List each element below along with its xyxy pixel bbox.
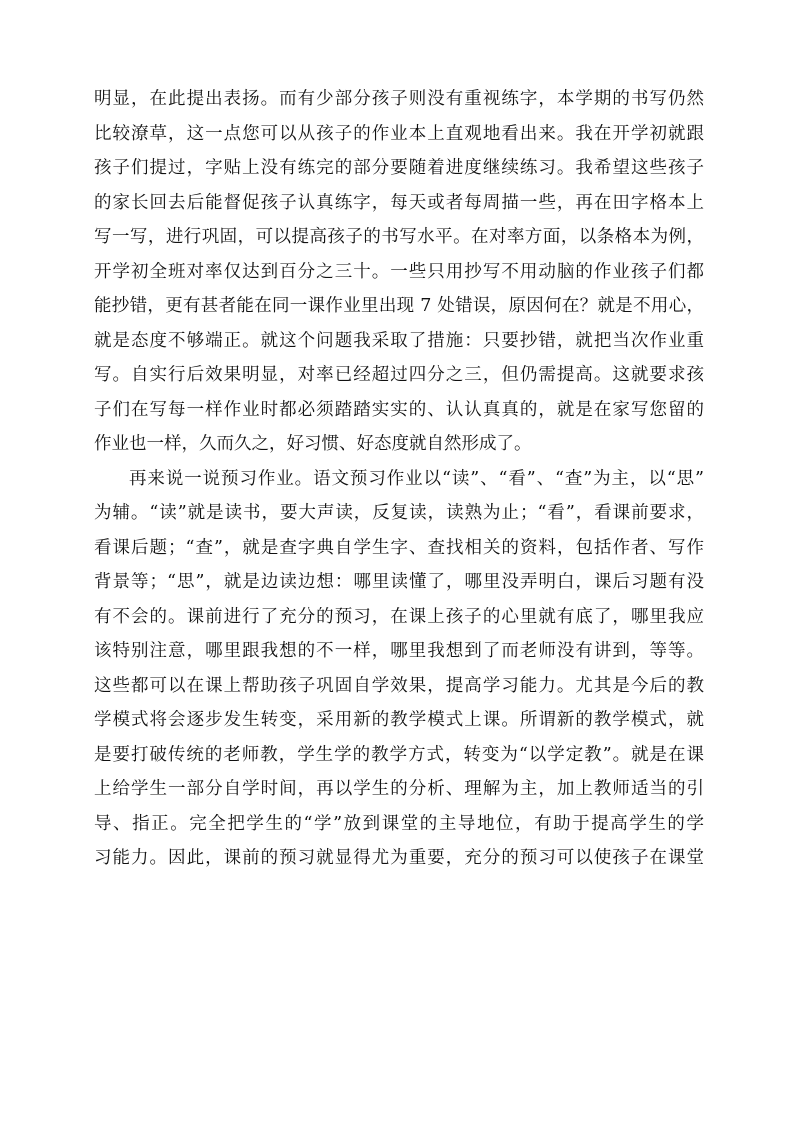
text-line: 比较潦草，这一点您可以从孩子的作业本上直观地看出来。我在开学初就跟 <box>94 123 704 144</box>
text-line: 上给学生一部分自学时间，再以学生的分析、理解为主，加上教师适当的引 <box>94 779 704 799</box>
paragraph-writing-practice <box>94 82 704 462</box>
text-line: 能抄错，更有甚者能在同一课作业里出现 7 处错误，原因何在？就是不用心， <box>94 296 704 316</box>
text-line: 是要打破传统的老师教，学生学的教学方式，转变为“以学定教”。就是在课 <box>94 744 704 765</box>
text-line: 的家长回去后能督促孩子认真练字，每天或者每周描一些，再在田字格本上 <box>94 192 704 213</box>
text-line: 背景等；“思”，就是边读边想：哪里读懂了，哪里没弄明白，课后习题有没 <box>94 572 704 592</box>
text-line: 就是态度不够端正。就这个问题我采取了措施：只要抄错，就把当次作业重 <box>94 330 704 351</box>
text-line: 该特别注意，哪里跟我想的不一样，哪里我想到了而老师没有讲到，等等。 <box>94 641 704 661</box>
text-line: 作业也一样，久而久之，好习惯、好态度就自然形成了。 <box>94 434 532 454</box>
text-line: 子们在写每一样作业时都必须踏踏实实的、认认真真的，就是在家写您留的 <box>94 399 704 420</box>
text-line: 学模式将会逐步发生转变，采用新的教学模式上课。所谓新的教学模式，就 <box>94 710 704 730</box>
text-line: 看课后题；“查”，就是查字典自学生字、查找相关的资料，包括作者、写作 <box>94 537 704 558</box>
text-line: 开学初全班对率仅达到百分之三十。一些只用抄写不用动脑的作业孩子们都 <box>94 261 704 282</box>
text-line: 写。自实行后效果明显，对率已经超过四分之三，但仍需提高。这就要求孩 <box>94 365 704 385</box>
text-line: 孩子们提过，字贴上没有练完的部分要随着进度继续练习。我希望这些孩子 <box>94 158 704 178</box>
text-line: 习能力。因此，课前的预习就显得尤为重要，充分的预习可以使孩子在课堂 <box>94 848 704 868</box>
text-line: 为辅。“读”就是读书，要大声读，反复读，读熟为止；“看”，看课前要求， <box>94 503 704 523</box>
text-line: 有不会的。课前进行了充分的预习，在课上孩子的心里就有底了，哪里我应 <box>94 606 704 627</box>
text-line: 写一写，进行巩固，可以提高孩子的书写水平。在对率方面，以条格本为例， <box>94 227 704 247</box>
text-line: 明显，在此提出表扬。而有少部分孩子则没有重视练字，本学期的书写仍然 <box>94 89 704 109</box>
text-line: 再来说一说预习作业。语文预习作业以“读”、“看”、“查”为主，以“思” <box>129 468 704 489</box>
text-line: 这些都可以在课上帮助孩子巩固自学效果，提高学习能力。尤其是今后的教 <box>94 675 704 696</box>
text-line: 导、指正。完全把学生的“学”放到课堂的主导地位，有助于提高学生的学 <box>94 813 704 834</box>
paragraph-preview-homework <box>94 462 704 876</box>
